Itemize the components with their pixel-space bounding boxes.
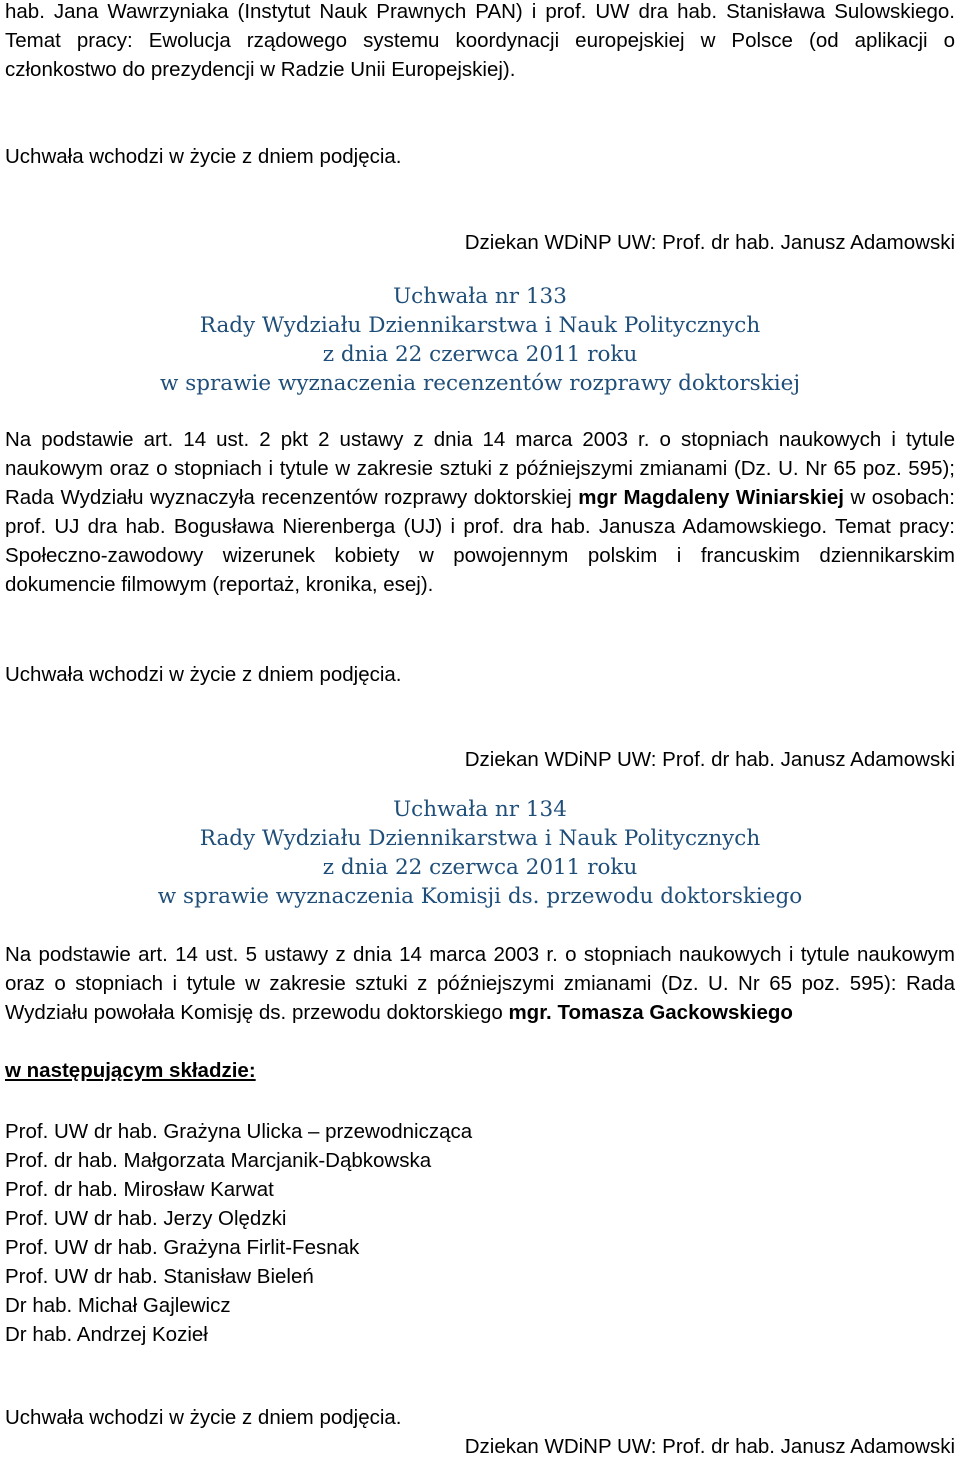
intro-effective-note: Uchwała wchodzi w życie z dniem podjęcia. <box>5 145 402 168</box>
intro-paragraph: hab. Jana Wawrzyniaka (Instytut Nauk Prawnych PAN) i prof. UW dra hab. Stanisława Sulowskiego. Temat pracy: Ewolucja rządowego systemu koordynacji europejskiej w Polsce (od aplikacji o członkostwo do prezydencji w Radzie Unii Europejskiej). <box>5 0 955 81</box>
committee-member: Prof. UW dr hab. Stanisław Bieleń <box>5 1265 314 1288</box>
committee-member: Dr hab. Andrzej Kozieł <box>5 1323 208 1346</box>
resolution-133-effective-note: Uchwała wchodzi w życie z dniem podjęcia. <box>5 663 402 686</box>
resolution-134-council: Rady Wydziału Dziennikarstwa i Nauk Politycznych <box>199 826 761 851</box>
resolution-134-effective-note: Uchwała wchodzi w życie z dniem podjęcia. <box>5 1406 402 1429</box>
resolution-133-heading <box>0 282 960 398</box>
resolution-133-council: Rady Wydziału Dziennikarstwa i Nauk Politycznych <box>199 313 761 338</box>
resolution-133-body: Na podstawie art. 14 ust. 2 pkt 2 ustawy z dnia 14 marca 2003 r. o stopniach naukowych i tytule naukowym oraz o stopniach i tytule w zakresie sztuki z późniejszymi zmianami (Dz. U. Nr 65 poz. 595); Rada Wydziału wyznaczyła recenzentów rozprawy doktorskiej mgr Magdaleny Winiarskiej w osobach: prof. UJ dra hab. Bogusława Nierenberga (UJ) i prof. dra hab. Janusza Adamowskiego. Temat pracy: Społeczno-zawodowy wizerunek kobiety w powojennym polskim i francuskim dziennikarskim dokumencie filmowym (reportaż, kronika, esej). <box>5 428 956 596</box>
resolution-134-composition-heading: w następującym składzie: <box>5 1059 256 1082</box>
resolution-133-signature: Dziekan WDiNP UW: Prof. dr hab. Janusz Adamowski <box>464 748 955 771</box>
resolution-134-signature: Dziekan WDiNP UW: Prof. dr hab. Janusz Adamowski <box>464 1435 955 1458</box>
resolution-134-heading <box>0 795 960 911</box>
committee-member: Dr hab. Michał Gajlewicz <box>5 1294 231 1317</box>
resolution-133-subject: w sprawie wyznaczenia recenzentów rozprawy doktorskiej <box>159 371 801 396</box>
committee-member: Prof. UW dr hab. Jerzy Olędzki <box>5 1207 287 1230</box>
resolution-134-candidate: mgr. Tomasza Gackowskiego <box>508 1001 793 1024</box>
committee-member: Prof. UW dr hab. Grażyna Firlit-Fesnak <box>5 1236 360 1259</box>
intro-signature: Dziekan WDiNP UW: Prof. dr hab. Janusz Adamowski <box>464 231 955 254</box>
resolution-133-candidate: mgr Magdaleny Winiarskiej <box>578 486 844 509</box>
committee-member: Prof. dr hab. Małgorzata Marcjanik-Dąbkowska <box>5 1149 432 1172</box>
resolution-134-number: Uchwała nr 134 <box>393 797 567 822</box>
resolution-134-body: Na podstawie art. 14 ust. 5 ustawy z dnia 14 marca 2003 r. o stopniach naukowych i tytule naukowym oraz o stopniach i tytule w zakresie sztuki z późniejszymi zmianami (Dz. U. Nr 65 poz. 595): Rada Wydziału powołała Komisję ds. przewodu doktorskiego mgr. Tomasza Gackowskiego <box>5 943 955 1024</box>
committee-members-list <box>5 1117 955 1349</box>
resolution-133-date: z dnia 22 czerwca 2011 roku <box>322 342 638 367</box>
resolution-133-number: Uchwała nr 133 <box>393 284 567 309</box>
resolution-134-date: z dnia 22 czerwca 2011 roku <box>322 855 638 880</box>
committee-member: Prof. dr hab. Mirosław Karwat <box>5 1178 274 1201</box>
committee-member: Prof. UW dr hab. Grażyna Ulicka – przewodnicząca <box>5 1120 473 1143</box>
resolution-134-subject: w sprawie wyznaczenia Komisji ds. przewodu doktorskiego <box>157 884 803 909</box>
